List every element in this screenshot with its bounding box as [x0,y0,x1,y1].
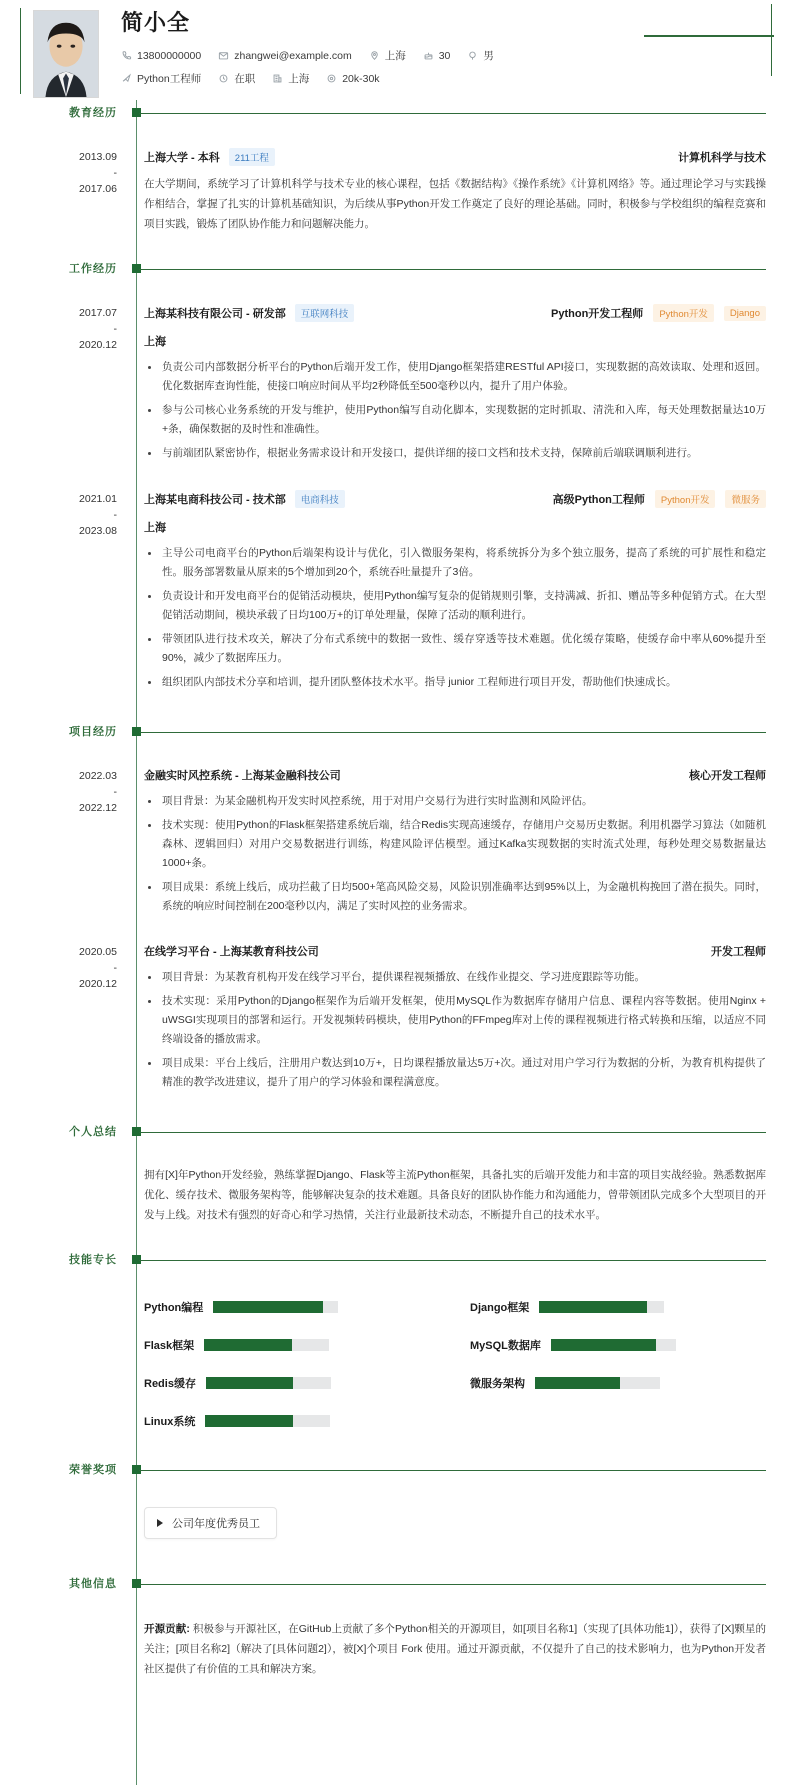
work-bullet: 负责设计和开发电商平台的促销活动模块，使用Python编写复杂的促销规则引擎，支持满减、折扣、赠品等多种促销方式。在大型促销活动期间，模块承载了日均100万+的订单处理量，保障了活动的顺利进行。 [144,587,766,625]
contact-location-text: 上海 [384,50,406,62]
contact-row-primary [121,48,511,63]
section-rule-work [139,269,766,270]
project-date-end: 2020.12 [79,978,117,990]
work-date-start: 2017.07 [79,307,117,319]
project-bullet-list [144,792,766,916]
work-company: 上海某科技有限公司 - 研发部 [144,308,286,320]
project-date-dash: - [113,786,117,798]
work-industry-tag: 电商科技 [295,490,345,508]
skill-label: 微服务架构 [470,1378,525,1390]
education-tag: 211工程 [229,148,275,166]
work-bullet: 参与公司核心业务系统的开发与维护，使用Python编写自动化脚本，实现数据的定时抓取、清洗和入库，每天处理数据量达10万+条，确保数据的及时性和准确性。 [144,401,766,439]
skill-item [144,1375,440,1391]
honor-label: 公司年度优秀员工 [172,1518,260,1530]
skill-label: Django框架 [470,1302,530,1314]
job-status-text: 在职 [234,73,256,85]
skills-grid [144,1273,766,1435]
skill-label: Redis缓存 [144,1378,196,1390]
avatar [33,10,99,98]
gender-icon [467,50,478,61]
section-rule-summary [139,1132,766,1133]
skill-bar-fill [213,1301,323,1313]
skill-bar-fill [204,1339,292,1351]
section-rule-skills [139,1260,766,1261]
project-dates [0,765,130,921]
project-bullet: 技术实现：采用Python的Django框架作为后端开发框架，使用MySQL作为数据库存储用户信息、课程内容等数据。使用Nginx + uWSGI实现项目的部署和运行。开发视频转码模块，使用Python的FFmpeg库对上传的课程视频进行格式转换和压缩，以适应不同终端设备的播放需求。 [144,992,766,1049]
header-right-vertical-rule [771,4,772,76]
contact-gender-text: 男 [483,50,494,62]
contact-gender [467,48,494,63]
project-bullet: 项目成果：系统上线后，成功拦截了日均500+笔高风险交易，风险识别准确率达到95%以上，为金融机构挽回了潜在损失。同时，系统的响应时间控制在200毫秒以内，满足了实时风控的业务需求。 [144,878,766,916]
project-date-start: 2022.03 [79,770,117,782]
work-skill-tag: Python开发 [653,304,714,322]
section-rule-projects [139,732,766,733]
job-status [218,71,255,86]
section-header-other [0,1571,794,1597]
skill-bar [205,1415,330,1427]
education-description: 在大学期间，系统学习了计算机科学与技术专业的核心课程，包括《数据结构》《操作系统》《计算机网络》等。通过理论学习与实践操作相结合，掌握了扎实的计算机基础知识，为后续从事Python开发工作奠定了良好的理论基础。同时，积极参与学校组织的编程竞赛和项目实践，锻炼了团队协作能力和问题解决能力。 [144,178,766,230]
section-rule-other [139,1584,766,1585]
page-title: 简小全 [121,10,191,35]
project-bullet: 项目成果：平台上线后，注册用户数达到10万+，日均课程播放量达5万+次。通过对用户学习行为数据的分析，为教育机构提供了精准的教学改进建议，提升了用户的学习体验和课程满意度。 [144,1054,766,1092]
skill-label: MySQL数据库 [470,1340,541,1352]
other-info-text: 积极参与开源社区，在GitHub上贡献了多个Python相关的开源项目，如[项目名称1]（实现了[具体功能1]），获得了[X]颗星的关注；[项目名称2]（解决了[具体问题2]），被[X]个项目 Fork 使用。通过开源贡献，不仅提升了自己的技术影响力，也为Python开发者社区提供了有价值的工具和解决方案。 [144,1623,767,1675]
work-skill-tag: Django [724,306,766,321]
section-header-projects [0,719,794,745]
contact-age [423,50,451,62]
mail-icon [218,50,229,61]
skill-bar [206,1377,331,1389]
section-header-work [0,256,794,282]
contact-phone [121,50,201,62]
header-left-rule [20,8,21,94]
honors-entry [0,1483,794,1549]
timeline-spine [136,100,137,1785]
other-info-block [144,1619,766,1679]
project-role: 核心开发工程师 [689,770,766,782]
work-date-end: 2020.12 [79,339,117,351]
work-skill-tag: 微服务 [725,490,766,508]
expected-salary-text: 20k-30k [342,72,380,85]
work-role: Python开发工程师 [551,308,644,320]
project-entry [0,941,794,1097]
skills-entry [0,1273,794,1435]
section-title-education: 教育经历 [69,107,117,119]
section-header-honors [0,1457,794,1483]
contact-email [218,50,351,62]
play-triangle-icon [157,1519,163,1527]
skill-item [470,1337,766,1353]
summary-text: 拥有[X]年Python开发经验，熟练掌握Django、Flask等主流Python框架，具备扎实的后端开发能力和丰富的项目实战经验。熟悉数据库优化、缓存技术、微服务架构等，能够解决复杂的技术难题。具备良好的团队协作能力和沟通能力，曾带领团队完成多个大型项目的开发与上线。对技术有强烈的好奇心和学习热情，关注行业最新技术动态，不断提升自己的技术水平。 [144,1169,766,1221]
contact-row-secondary [121,71,511,86]
work-industry-tag: 互联网科技 [295,304,355,322]
work-bullet-list [144,544,766,692]
work-date-dash: - [113,323,117,335]
skill-item [144,1413,440,1429]
section-rule-education [139,113,766,114]
skill-label: Python编程 [144,1302,204,1314]
work-company: 上海某电商科技公司 - 技术部 [144,494,286,506]
target-icon [121,73,132,84]
section-title-summary: 个人总结 [69,1126,117,1138]
contact-email-text: zhangwei@example.com [234,49,352,62]
contact-age-text: 30 [438,49,451,62]
section-rule-honors [139,1470,766,1471]
project-role: 开发工程师 [711,946,766,958]
project-date-start: 2020.05 [79,946,117,958]
work-dates [0,488,130,697]
project-date-end: 2022.12 [79,802,117,814]
summary-entry [0,1145,794,1225]
expected-city [272,71,309,86]
skill-bar [551,1339,676,1351]
section-header-skills [0,1247,794,1273]
section-title-honors: 荣誉奖项 [69,1464,117,1476]
expected-salary [326,73,379,85]
education-major: 计算机科学与技术 [678,152,766,164]
summary-dates-placeholder [0,1145,130,1225]
project-name: 金融实时风控系统 - 上海某金融科技公司 [144,770,341,782]
status-icon [218,73,229,84]
section-title-work: 工作经历 [69,263,117,275]
skill-item [470,1375,766,1391]
project-bullet: 技术实现：使用Python的Flask框架搭建系统后端，结合Redis实现高速缓存，存储用户交易历史数据。利用机器学习算法（如随机森林、逻辑回归）对用户交易数据进行训练，构建风险评估模型。通过Kafka实现数据的实时流式处理，每秒处理交易数据量达1000+条。 [144,816,766,873]
project-entry [0,765,794,921]
project-bullet-list [144,968,766,1092]
skill-bar [535,1377,660,1389]
header-right-horizontal-rule [644,35,774,37]
work-bullet: 与前端团队紧密协作，根据业务需求设计和开发接口，提供详细的接口文档和技术支持，保障前后端联调顺利进行。 [144,444,766,463]
education-dates [0,146,130,234]
skill-item [470,1299,766,1315]
skill-bar-fill [539,1301,647,1313]
skill-bar [204,1339,329,1351]
skill-bar [213,1301,338,1313]
section-header-summary [0,1119,794,1145]
honor-chip[interactable] [144,1507,277,1539]
skill-bar-fill [205,1415,293,1427]
work-date-dash: - [113,509,117,521]
skill-bar [539,1301,664,1313]
education-school: 上海大学 - 本科 [144,152,220,164]
project-dates [0,941,130,1097]
work-role: 高级Python工程师 [552,494,645,506]
salary-icon [326,73,337,84]
expected-city-text: 上海 [288,73,310,85]
other-info-label: 开源贡献: [144,1623,190,1635]
work-date-end: 2023.08 [79,525,117,537]
skill-bar-fill [551,1339,656,1351]
section-title-other: 其他信息 [69,1578,117,1590]
city-icon [272,73,283,84]
work-bullet: 组织团队内部技术分享和培训，提升团队整体技术水平。指导 junior 工程师进行项目开发，帮助他们快速成长。 [144,673,766,692]
location-icon [369,50,380,61]
section-title-projects: 项目经历 [69,726,117,738]
resume-header [0,0,794,100]
skill-bar-fill [535,1377,620,1389]
work-location: 上海 [144,336,166,348]
work-dates [0,302,130,468]
honors-list [144,1483,766,1549]
honors-dates-placeholder [0,1483,130,1549]
other-dates-placeholder [0,1597,130,1709]
project-date-dash: - [113,962,117,974]
education-date-start: 2013.09 [79,151,117,163]
skill-item [144,1337,440,1353]
cake-icon [423,50,434,61]
project-name: 在线学习平台 - 上海某教育科技公司 [144,946,319,958]
work-bullet: 主导公司电商平台的Python后端架构设计与优化，引入微服务架构，将系统拆分为多个独立服务，提高了系统的可扩展性和稳定性。服务部署数量从原来的5个增加到20个，系统吞吐量提升了3倍。 [144,544,766,582]
work-bullet: 带领团队进行技术攻关，解决了分布式系统中的数据一致性、缓存穿透等技术难题。优化缓存策略，使缓存命中率从60%提升至90%，减少了数据库压力。 [144,630,766,668]
phone-icon [121,50,132,61]
job-intent-text: Python工程师 [137,73,202,85]
skill-label: Linux系统 [144,1416,196,1428]
education-date-end: 2017.06 [79,183,117,195]
work-bullet-list [144,358,766,463]
job-intent [121,71,201,86]
work-skill-tag: Python开发 [655,490,716,508]
skill-bar-fill [206,1377,294,1389]
education-date-dash: - [113,167,117,179]
contact-location [369,48,406,63]
work-entry [0,488,794,697]
education-entry [0,146,794,234]
project-bullet: 项目背景：为某金融机构开发实时风控系统，用于对用户交易行为进行实时监测和风险评估。 [144,792,766,811]
work-entry [0,302,794,468]
skill-label: Flask框架 [144,1340,195,1352]
skill-item [144,1299,440,1315]
section-title-skills: 技能专长 [69,1254,117,1266]
project-bullet: 项目背景：为某教育机构开发在线学习平台，提供课程视频播放、在线作业提交、学习进度跟踪等功能。 [144,968,766,987]
work-date-start: 2021.01 [79,493,117,505]
work-bullet: 负责公司内部数据分析平台的Python后端开发工作，使用Django框架搭建RESTful API接口，实现数据的高效读取、处理和返回。优化数据库查询性能，使接口响应时间从平均2秒降低至500毫秒以内，提升了用户体验。 [144,358,766,396]
section-header-education [0,100,794,126]
skills-dates-placeholder [0,1273,130,1435]
work-location: 上海 [144,522,166,534]
other-entry [0,1597,794,1709]
contact-phone-text: 13800000000 [137,49,202,62]
